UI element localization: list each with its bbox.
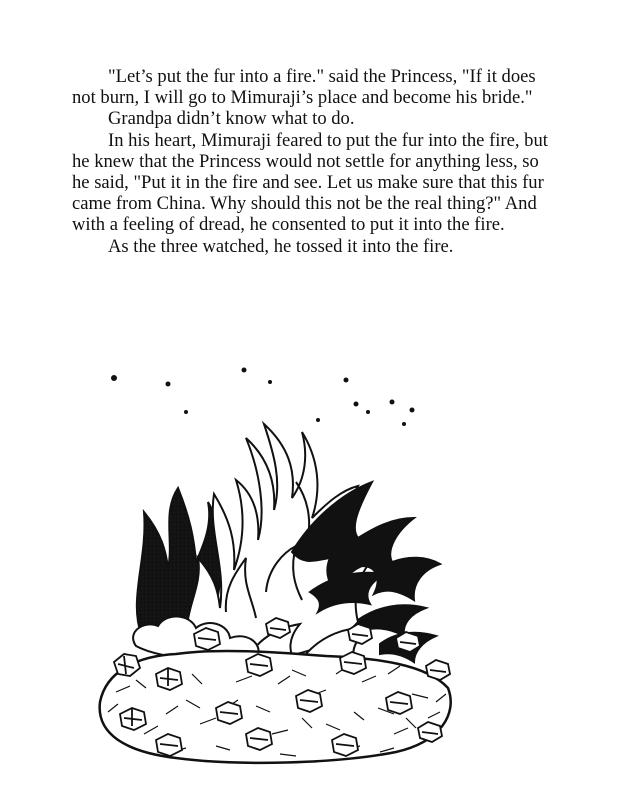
paragraph-4: As the three watched, he tossed it into the fire. [108, 235, 454, 257]
story-text [72, 66, 552, 257]
fire-illustration-icon [96, 362, 456, 767]
paragraph-3: In his heart, Mimuraji feared to put the fur into the fire, but he knew that the Princess would not settle for anything less, so he said, "Put it in the fire and see. Let us make sure that this fur came from China. Why should this not be the real thing?" And with a feeling of dread, he consented to put it into the fire. [72, 129, 548, 236]
paragraph-1: "Let’s put the fur into a fire." said the Princess, "If it does not burn, I will go to Mimuraji’s place and become his bride." [72, 66, 536, 109]
paragraph-2: Grandpa didn’t know what to do. [108, 108, 355, 130]
sparks [111, 368, 415, 427]
